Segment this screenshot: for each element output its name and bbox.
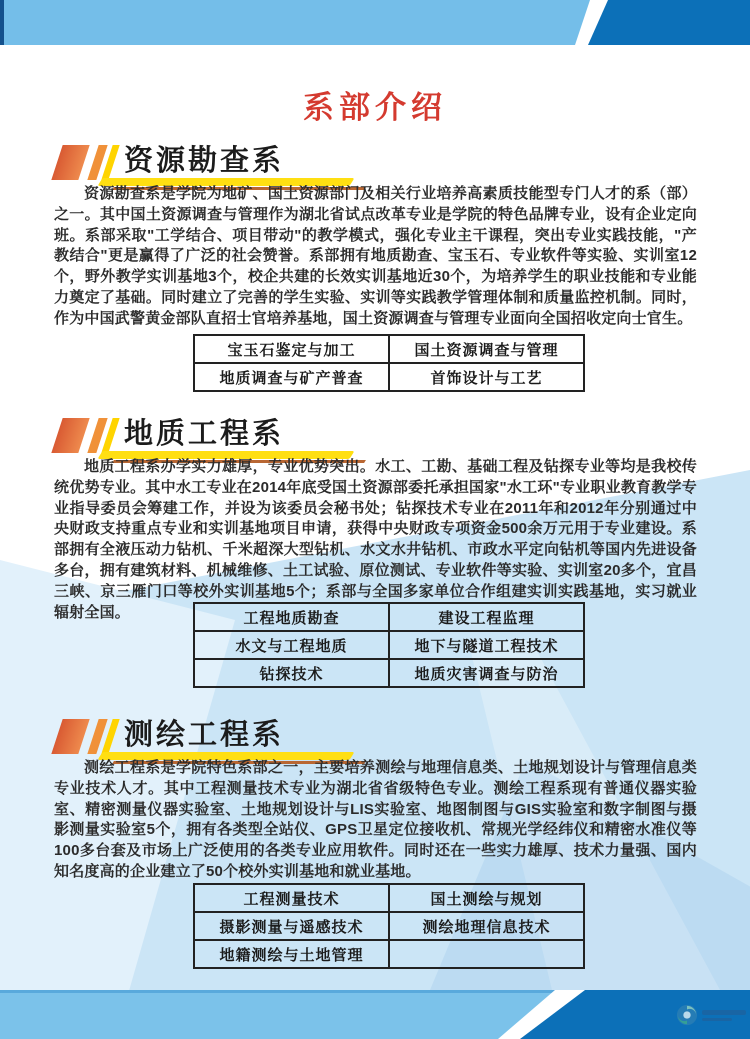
table-row [194, 884, 584, 912]
top-banner-left-edge [0, 0, 4, 45]
section-title: 地质工程系 [124, 418, 285, 450]
top-banner-dark-segment [585, 0, 750, 45]
swirl-logo-icon [676, 1004, 698, 1026]
table-row [194, 335, 584, 363]
table-cell: 水文与工程地质 [194, 631, 389, 659]
header-arrow-icon [51, 145, 89, 180]
table-cell: 首饰设计与工艺 [389, 363, 584, 391]
section-paragraph: 测绘工程系是学院特色系部之一，主要培养测绘与地理信息类、土地规划设计与管理信息类专业技术人才。其中工程测量技术专业为湖北省省级特色专业。测绘工程系现有普通仪器实验室、精密测量仪器实验室、土地规划设计与LIS实验室、地图制图与GIS实验室和数字制图与摄影测量实验室5个，拥有各类型全站仪、GPS卫星定位接收机、常规光学经纬仪和精密水准仪等100多台套及市场上广泛使用的各类专业应用软件。同时还在一些实力雄厚、技术力量强、国内知名度高的企业建立了50个校外实训基地和就业基地。 [54, 759, 697, 880]
table-cell [389, 940, 584, 968]
table-cell: 国土资源调查与管理 [389, 335, 584, 363]
section-title: 资源勘查系 [124, 145, 285, 177]
table-cell: 建设工程监理 [389, 603, 584, 631]
watermark [676, 1004, 746, 1026]
table-cell: 宝玉石鉴定与加工 [194, 335, 389, 363]
table-cell: 工程地质勘查 [194, 603, 389, 631]
table-row [194, 363, 584, 391]
table-row [194, 912, 584, 940]
table-cell: 工程测量技术 [194, 884, 389, 912]
table-cell: 地下与隧道工程技术 [389, 631, 584, 659]
table-cell: 地籍测绘与土地管理 [194, 940, 389, 968]
table-cell: 测绘地理信息技术 [389, 912, 584, 940]
watermark-text-line [702, 1010, 746, 1015]
table-row [194, 659, 584, 687]
header-arrow-icon [51, 418, 89, 453]
section-title: 测绘工程系 [124, 719, 285, 751]
watermark-text-illegible [702, 1010, 746, 1021]
section-paragraph: 资源勘查系是学院为地矿、国土资源部门及相关行业培养高素质技能型专门人才的系（部）之一。其中国土资源调查与管理作为湖北省试点改革专业是学院的特色品牌专业，设有企业定向班。系部采取"工学结合、项目带动"的教学模式，强化专业主干课程，突出专业实践技能，"产教结合"更是赢得了广泛的社会赞誉。系部拥有地质勘查、宝玉石、专业软件等实验、实训室12个，野外教学实训基地3个，校企共建的长效实训基地近30个，为培养学生的职业技能和专业能力奠定了基础。同时建立了完善的学生实验、实训等实践教学管理体制和质量监控机制。同时，作为中国武警黄金部队直招士官培养基地，国土资源调查与管理专业面向全国招收定向士官生。 [54, 185, 697, 327]
table-row [194, 940, 584, 968]
header-arrow-icon [51, 719, 89, 754]
section-paragraph: 地质工程系办学实力雄厚，专业优势突出。水工、工勘、基础工程及钻探专业等均是我校传统优势专业。其中水工专业在2014年底受国土资源部委托承担国家"水工环"专业职业教育教学专业指导委员会筹建工作，并设为该委员会秘书处；钻探技术专业在2011年和2012年分别通过中央财政支持重点专业和实训基地项目申请，获得中央财政专项资金500余万元用于专业建设。系部拥有全液压动力钻机、千米超深大型钻机、水文水井钻机、市政水平定向钻机等国内先进设备多台，拥有建筑材料、机械维修、土工试验、原位测试、专业软件等实验、实训室20多个，宜昌三峡、京三雁门口等校外实训基地5个；系部与全国多家单位合作组建实训实践基地，实习就业辐射全国。 [54, 458, 697, 621]
table-cell: 摄影测量与遥感技术 [194, 912, 389, 940]
table-cell: 国土测绘与规划 [389, 884, 584, 912]
watermark-text-line [702, 1018, 732, 1021]
table-cell: 地质调查与矿产普查 [194, 363, 389, 391]
table-row [194, 631, 584, 659]
majors-table [193, 883, 585, 969]
table-cell: 地质灾害调查与防治 [389, 659, 584, 687]
table-cell: 钻探技术 [194, 659, 389, 687]
table-row [194, 603, 584, 631]
majors-table [193, 602, 585, 688]
page-title: 系部介绍 [303, 90, 447, 125]
majors-table [193, 334, 585, 392]
